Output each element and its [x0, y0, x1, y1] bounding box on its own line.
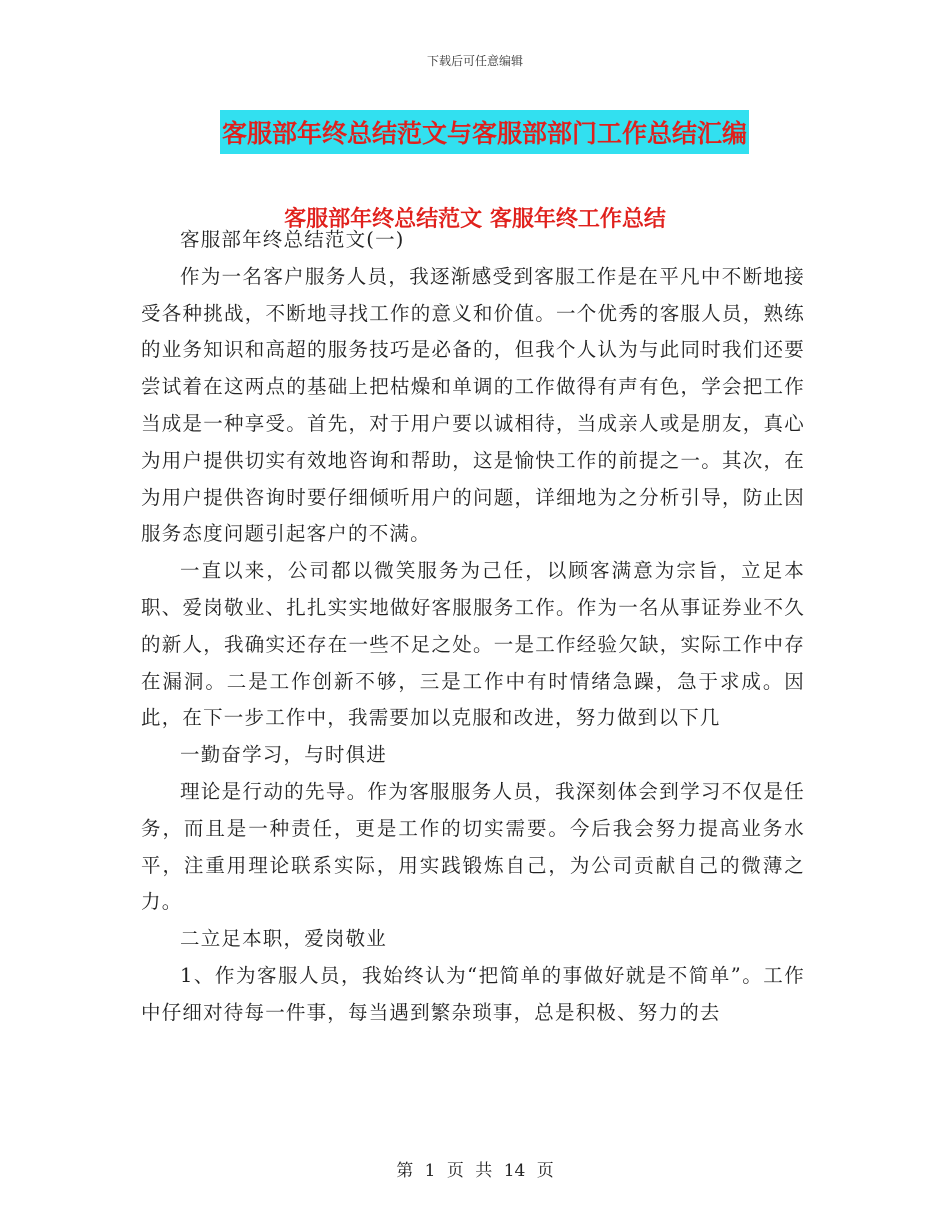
paragraph-heading: 客服部年终总结范文(一)	[180, 228, 405, 251]
paragraph-heading: 一勤奋学习，与时俱进	[180, 743, 388, 767]
header-note: 下载后可任意编辑	[426, 54, 523, 68]
document-body	[141, 222, 805, 1032]
paragraph: 理论是行动的先导。作为客服服务人员，我深刻体会到学习不仅是任务，而且是一种责任，更是工作的切实需要。今后我会努力提高业务水平，注重用理论联系实际，用实践锻炼自己，为公司贡献自己的微薄之力。	[141, 779, 805, 914]
document-title: 客服部年终总结范文与客服部部门工作总结汇编	[220, 110, 749, 154]
paragraph: 一直以来，公司都以微笑服务为己任，以顾客满意为宗旨，立足本职、爱岗敬业、扎扎实实地做好客服服务工作。作为一名从事证券业不久的新人，我确实还存在一些不足之处。一是工作经验欠缺，实际工作中存在漏洞。二是工作创新不够，三是工作中有时情绪急躁，急于求成。因此，在下一步工作中，我需要加以克服和改进，努力做到以下几	[141, 559, 805, 730]
page-number: 第 1 页 共 14 页	[396, 1161, 554, 1181]
paragraph-heading: 二立足本职，爱岗敬业	[180, 927, 388, 951]
paragraph: 作为一名客户服务人员，我逐渐感受到客服工作是在平凡中不断地接受各种挑战，不断地寻找工作的意义和价值。一个优秀的客服人员，熟练的业务知识和高超的服务技巧是必备的，但我个人认为与此同时我们还要尝试着在这两点的基础上把枯燥和单调的工作做得有声有色，学会把工作当成是一种享受。首先，对于用户要以诚相待，当成亲人或是朋友，真心为用户提供切实有效地咨询和帮助，这是愉快工作的前提之一。其次，在为用户提供咨询时要仔细倾听用户的问题，详细地为之分析引导，防止因服务态度问题引起客户的不满。	[141, 264, 805, 546]
paragraph: 1、作为客服人员，我始终认为“把简单的事做好就是不简单”。工作中仔细对待每一件事，每当遇到繁杂琐事，总是积极、努力的去	[141, 963, 805, 1024]
section-title: 客服部年终总结范文 客服年终工作总结	[284, 206, 666, 232]
